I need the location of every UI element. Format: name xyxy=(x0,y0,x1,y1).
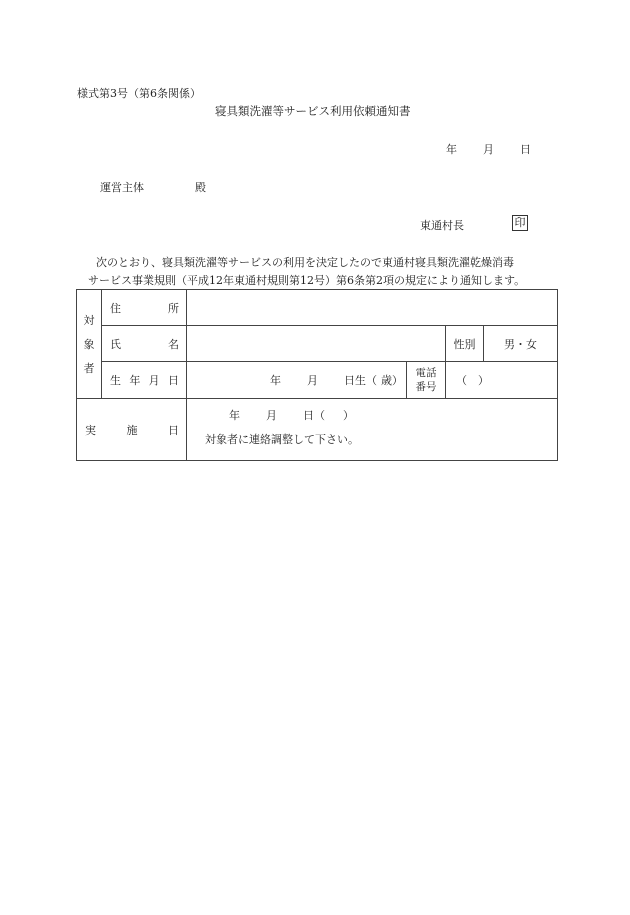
seal-mark: 印 xyxy=(512,215,528,231)
impl-label-cell xyxy=(77,399,187,461)
gender-options-cell xyxy=(484,326,558,362)
addressee-name: 運営主体 xyxy=(100,181,144,194)
phone-label-line-2: 番号 xyxy=(415,381,437,393)
phone-label-line-1: 電話 xyxy=(415,367,437,379)
date-day: 日 xyxy=(520,143,531,156)
impl-label-char-1: 実 xyxy=(85,423,96,437)
birth-day-age: 日生（ xyxy=(344,374,377,387)
name-label-char-2: 名 xyxy=(168,337,179,351)
birth-age-close: 歳） xyxy=(381,374,403,387)
gender-options: 男・女 xyxy=(504,337,537,351)
sender-name: 東通村長 xyxy=(420,219,464,232)
impl-label-char-3: 日 xyxy=(168,423,179,437)
impl-close: ） xyxy=(343,408,354,422)
birth-label-char-1: 生 xyxy=(110,374,121,387)
birth-year: 年 xyxy=(270,374,281,387)
subject-char-3: 者 xyxy=(83,362,95,375)
phone-label-cell xyxy=(407,362,446,399)
subject-char-2: 象 xyxy=(83,338,95,351)
birth-label-char-4: 日 xyxy=(167,374,179,387)
birth-label-cell xyxy=(102,362,187,399)
notification-table xyxy=(76,289,558,461)
name-value-cell xyxy=(187,326,446,362)
phone-value-cell xyxy=(446,362,558,399)
date-month: 月 xyxy=(483,143,494,156)
body-line-2: サービス事業規則（平成12年東通村規則第12号）第6条第2項の規定により通知します。 xyxy=(88,274,526,287)
impl-label-char-2: 施 xyxy=(126,423,138,437)
body-line-1: 次のとおり、寝具類洗濯等サービスの利用を決定したので東通村寝具類洗濯乾燥消毒 xyxy=(96,256,514,269)
birth-label-char-2: 年 xyxy=(129,374,141,387)
address-label-char-2: 所 xyxy=(168,301,179,315)
address-label-cell xyxy=(102,290,187,326)
name-label-cell xyxy=(102,326,187,362)
impl-day: 日（ xyxy=(303,408,325,422)
phone-value: （ ） xyxy=(456,374,489,387)
form-number: 様式第3号（第6条関係） xyxy=(77,87,201,100)
birth-value xyxy=(187,372,406,388)
impl-date xyxy=(187,407,557,423)
subject-header-cell xyxy=(77,290,102,399)
gender-label-cell xyxy=(446,326,484,362)
addressee-honorific: 殿 xyxy=(195,181,206,194)
impl-note: 対象者に連絡調整して下さい。 xyxy=(205,432,359,446)
document-title: 寝具類洗濯等サービス利用依頼通知書 xyxy=(215,104,411,118)
subject-char-1: 対 xyxy=(83,314,95,327)
impl-year: 年 xyxy=(229,408,240,422)
address-value-cell xyxy=(187,290,558,326)
birth-month: 月 xyxy=(307,374,318,387)
birth-value-cell xyxy=(187,362,407,399)
impl-month: 月 xyxy=(266,408,277,422)
name-label-char-1: 氏 xyxy=(110,337,121,351)
date-line xyxy=(446,141,531,157)
impl-value-cell xyxy=(187,399,558,461)
date-year: 年 xyxy=(446,143,457,156)
address-label-char-1: 住 xyxy=(110,301,121,315)
gender-label: 性別 xyxy=(453,337,476,351)
birth-label-char-3: 月 xyxy=(148,374,160,387)
